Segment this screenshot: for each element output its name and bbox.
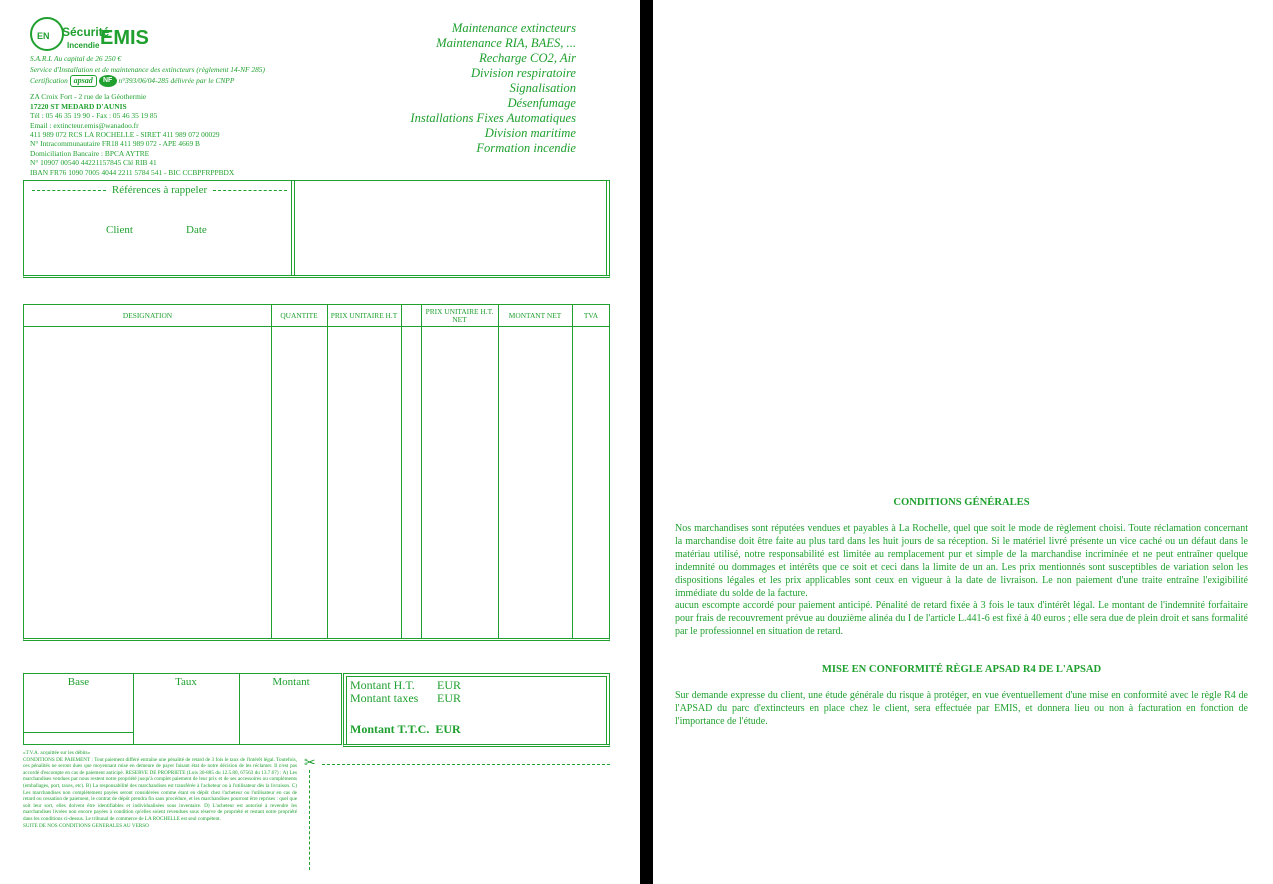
company-logo [30, 17, 180, 55]
montant-ht-label: Montant H.T. [350, 678, 415, 692]
service-item: Maintenance RIA, BAES, ... [436, 36, 576, 50]
montant-ttc-line [350, 722, 461, 737]
company-address2: 17220 ST MEDARD D'AUNIS [30, 101, 127, 111]
references-title [32, 184, 287, 196]
totals-inner [346, 676, 607, 744]
montant-taxes-line [350, 692, 461, 705]
header-tva: TVA [583, 310, 599, 320]
row-divider [24, 732, 133, 733]
totals-box [343, 673, 610, 747]
company-address1: ZA Croix Fort - 2 rue de la Géothermie [30, 92, 147, 102]
apsad-title: MISE EN CONFORMITÉ RÈGLE APSAD R4 DE L'APSAD [821, 664, 1102, 675]
conditions-generales-title: CONDITIONS GÉNÉRALES [893, 497, 1030, 508]
service-item: Maintenance extincteurs [451, 21, 576, 35]
vat-breakdown-box [23, 673, 342, 745]
company-intracom: N° Intracommunautaire FR18 411 989 072 - APE 4669 B [30, 139, 200, 149]
service-item: Installations Fixes Automatiques [410, 111, 576, 125]
page-separator [640, 0, 653, 884]
header-quantite: QUANTITE [280, 310, 318, 320]
header-montant-net: MONTANT NET [508, 310, 562, 320]
client-label: Client [106, 224, 133, 236]
logo-emis-text: EMIS [100, 27, 149, 49]
tva-note: «T.V.A. acquittée sur les débits» [23, 750, 91, 756]
header-designation: DESIGNATION [122, 310, 173, 320]
cut-line-vertical [309, 770, 310, 870]
company-service-line: Service d'Installation et de maintenance des extincteurs (règlement 14-NF 285) [30, 65, 265, 74]
apsad-badge: apsad [70, 75, 97, 87]
logo-incendie-text: Incendie [67, 41, 100, 50]
company-info [30, 53, 330, 177]
date-label: Date [186, 224, 207, 236]
base-label: Base [67, 676, 90, 688]
certification-label: Certification [30, 76, 68, 85]
designation-table [23, 304, 610, 641]
references-box [23, 180, 610, 278]
service-item: Division maritime [484, 126, 576, 140]
nf-badge: NF [99, 75, 117, 87]
company-rcs: 411 989 072 RCS LA ROCHELLE - SIRET 411 989 072 00029 [30, 129, 220, 139]
montant-ttc-currency: EUR [435, 722, 461, 736]
service-item: Division respiratoire [470, 66, 576, 80]
company-rib: N° 10907 00540 44221157845 Clé RIB 41 [30, 158, 157, 168]
cut-line-horizontal [322, 764, 610, 765]
conditions-generales-paragraph-2: aucun escompte accordé pour paiement anticipé. Pénalité de retard fixée à 3 fois le taux d'intérêt légal. Le montant de l'indemnité forfaitaire pour frais de recouvrement prévue au douzième alinéa du I de l'article L.441-6 est fixé à 40 euros ; elle sera due de plein droit et sans formalité par le professionnel en situation de retard. [675, 600, 1248, 637]
company-bank: Domiciliation Bancaire : BPCA AYTRE [30, 148, 150, 158]
logo-circle [30, 17, 64, 51]
service-item: Désenfumage [507, 96, 576, 110]
scissors-icon: ✂ [304, 756, 316, 771]
recipient-address-area [296, 181, 607, 275]
service-item: Recharge CO2, Air [479, 51, 576, 65]
company-phone: Tél : 05 46 35 19 90 - Fax : 05 46 35 19 85 [30, 111, 158, 121]
company-iban: IBAN FR76 1090 7005 4044 2211 5784 541 - BIC CCBPFRPPBDX [30, 167, 235, 177]
montant-taxes-currency: EUR [437, 691, 461, 705]
montant-ttc-label: Montant T.T.C. [350, 722, 430, 736]
column-divider [572, 305, 573, 638]
references-title-text: Références à rappeler [111, 184, 208, 196]
logo-securite-text: Sécurité [62, 25, 110, 39]
legal-footer: SUITE DE NOS CONDITIONS GENERALES AU VERSO [23, 822, 149, 829]
apsad-paragraph: Sur demande expresse du client, une étude générale du risque à protéger, en vue éventuellement d'une mise en conformité avec le règle R4 de l'APSAD du parc d'extincteurs en place chez le client, sera effectuée par EMIS, et donnera lieu ou non à facturation en fonction de l'importance de l'étude. [675, 690, 1248, 727]
legal-conditions [23, 750, 297, 829]
legal-body: CONDITIONS DE PAIEMENT : Tout paiement différé entraîne une pénalité de retard de 3 fois le taux de l'intérêt légal. Toutefois, ces pénalités ne seront dues que moyennant mise en demeure de payer faisant état de notre décision de les réclamer. Il n'est pas accordé d'escompte en cas de paiement anticipé. RESERVE DE PROPRIETE (Lois 30-885 du 12.5.80, 67563 du 13.7.67) : A) Les marchandises vendues par nous restent notre propriété jusqu'à complet paiement de leur prix et de ses accessoires ou compléments (emballages, port, taxes, etc). B) La responsabilité des marchandises est transférée à l'acheteur ou à l'utilisateur dès la livraison. C) Les marchandises non complètement payées seront considérées comme étant en dépôt chez l'acheteur ou l'utilisateur en cas de retard ou cessation de paiement, le contrat de dépôt prendra fin sans procédure, et les marchandises pourront être reprises : quel que soit leur sort, elles doivent être identifiables et individualisées sous inventaire. D) L'acheteur est autorisé à revendre les marchandises livrées non encore payées à condition qu'elles soient revendues sous réserve de propriété et restant notre propriété dans les conditions ci-dessus. Le tribunal de commerce de LA ROCHELLE est seul compétent. [23, 756, 297, 822]
column-divider [401, 305, 402, 638]
company-capital: S.A.R.L Au capital de 26 250 € [30, 54, 122, 63]
column-divider [498, 305, 499, 638]
header-prix-ht-net: PRIX UNITAIRE H.T. NET [425, 306, 494, 324]
taux-label: Taux [175, 676, 197, 688]
dashed-rule [213, 190, 287, 191]
company-certification [30, 75, 330, 87]
column-divider [327, 305, 328, 638]
service-item: Formation incendie [476, 141, 576, 155]
company-email: Email : extincteur.emis@wanadoo.fr [30, 120, 139, 130]
services-list [410, 21, 576, 156]
conditions-generales-paragraph: Nos marchandises sont réputées vendues et payables à La Rochelle, quel que soit le mode de règlement choisi. Toute réclamation concernant la marchandise doit être faite au plus tard dans les huit jours de sa réception. Si le matériel livré présente un vice caché ou un défaut dans le matériau utilisé, notre responsabilité est limitée au remplacement pur et simple de la marchandise incriminée et ne peut entraîner quelque indemnité ou dommages et intérêts que ce soit et ceci dans la limite de un an. Les prix mentionnés sont susceptibles de variation selon les dispositions légales et les prix applicables sont ceux en vigueur à la date de livraison. Le non paiement d'une traite entraîne l'exigibilité immédiate du solde de la facture. [675, 523, 1248, 599]
references-divider [291, 181, 295, 275]
logo-en-text: EN [37, 31, 50, 41]
montant-label: Montant [272, 676, 310, 688]
column-divider [421, 305, 422, 638]
certification-number: n°393/06/04-285 délivrée par le CNPP [118, 76, 235, 85]
header-prix-ht: PRIX UNITAIRE H.T [330, 310, 398, 320]
montant-taxes-label: Montant taxes [350, 691, 419, 705]
dashed-rule [32, 190, 106, 191]
service-item: Signalisation [509, 81, 576, 95]
column-divider [271, 305, 272, 638]
montant-ht-currency: EUR [437, 678, 461, 692]
